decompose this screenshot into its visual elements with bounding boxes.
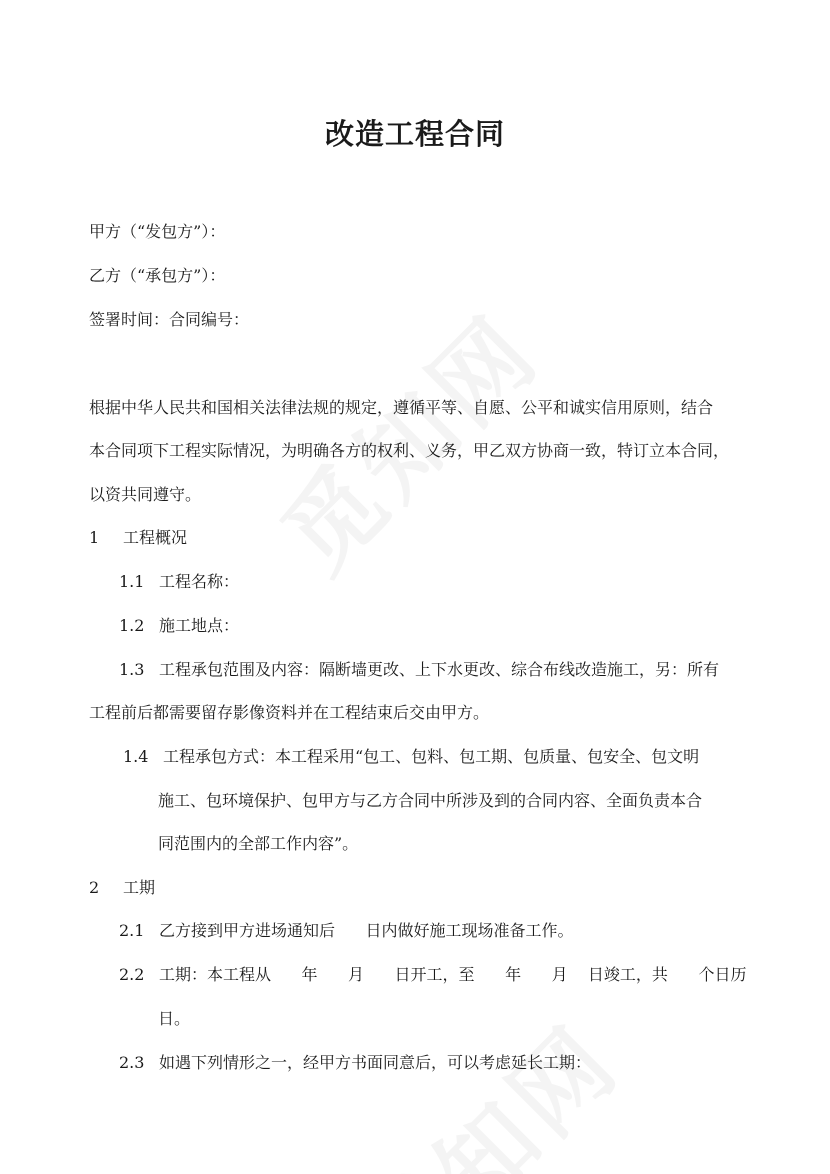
clause-number: 2.3 (119, 1053, 145, 1072)
clause-text: 工期：本工程从 年 月 日开工，至 年 月 日竣工，共 个日历 (159, 965, 747, 984)
watermark (247, 280, 564, 597)
party-b-line: 乙方（“承包方”）： (89, 266, 226, 285)
clause-1-1 (119, 572, 239, 592)
section-number: 1 (89, 528, 100, 547)
clause-text: 工程名称： (159, 572, 240, 591)
clause-text: 如遇下列情形之一，经甲方书面同意后，可以考虑延长工期： (159, 1053, 592, 1072)
clause-1-4 (123, 747, 699, 767)
section-number: 2 (89, 878, 100, 897)
clause-1-3 (119, 660, 719, 680)
party-a-line: 甲方（“发包方”）： (89, 222, 226, 241)
clause-text: 乙方接到甲方进场通知后 日内做好施工现场准备工作。 (159, 921, 574, 940)
clause-text: 施工地点： (159, 616, 240, 635)
clause-2-3 (119, 1053, 591, 1073)
clause-1-4-continued: 施工、包环境保护、包甲方与乙方合同中所涉及到的合同内容、全面负责本合 (158, 791, 703, 810)
section-title: 工期 (123, 878, 156, 897)
clause-number: 1.4 (123, 747, 149, 766)
clause-number: 2.1 (119, 921, 145, 940)
clause-2-2 (119, 965, 746, 985)
clause-1-4-continued: 同范围内的全部工作内容”。 (158, 834, 359, 853)
clause-1-3-continued: 工程前后都需要留存影像资料并在工程结束后交由甲方。 (89, 703, 490, 722)
section-2-heading (89, 878, 155, 898)
clause-text: 工程承包方式：本工程采用“包工、包料、包工期、包质量、包安全、包文明 (163, 747, 700, 766)
preamble-line-3: 以资共同遵守。 (89, 485, 202, 504)
clause-1-2 (119, 616, 239, 636)
clause-2-1 (119, 921, 574, 941)
watermark (327, 990, 644, 1174)
preamble-line-1: 根据中华人民共和国相关法律法规的规定，遵循平等、自愿、公平和诚实信用原则，结合 (89, 398, 714, 417)
clause-number: 1.3 (119, 660, 145, 679)
clause-text: 工程承包范围及内容：隔断墙更改、上下水更改、综合布线改造施工，另：所有 (159, 660, 720, 679)
clause-number: 1.1 (119, 572, 145, 591)
document-title: 改造工程合同 (324, 117, 505, 151)
section-title: 工程概况 (123, 528, 188, 547)
clause-2-2-continued: 日。 (158, 1009, 191, 1028)
section-1-heading (89, 528, 187, 548)
preamble-line-2: 本合同项下工程实际情况，为明确各方的权利、义务，甲乙双方协商一致，特订立本合同， (89, 441, 730, 460)
signing-line: 签署时间：合同编号： (89, 310, 250, 329)
clause-number: 2.2 (119, 965, 145, 984)
clause-number: 1.2 (119, 616, 145, 635)
